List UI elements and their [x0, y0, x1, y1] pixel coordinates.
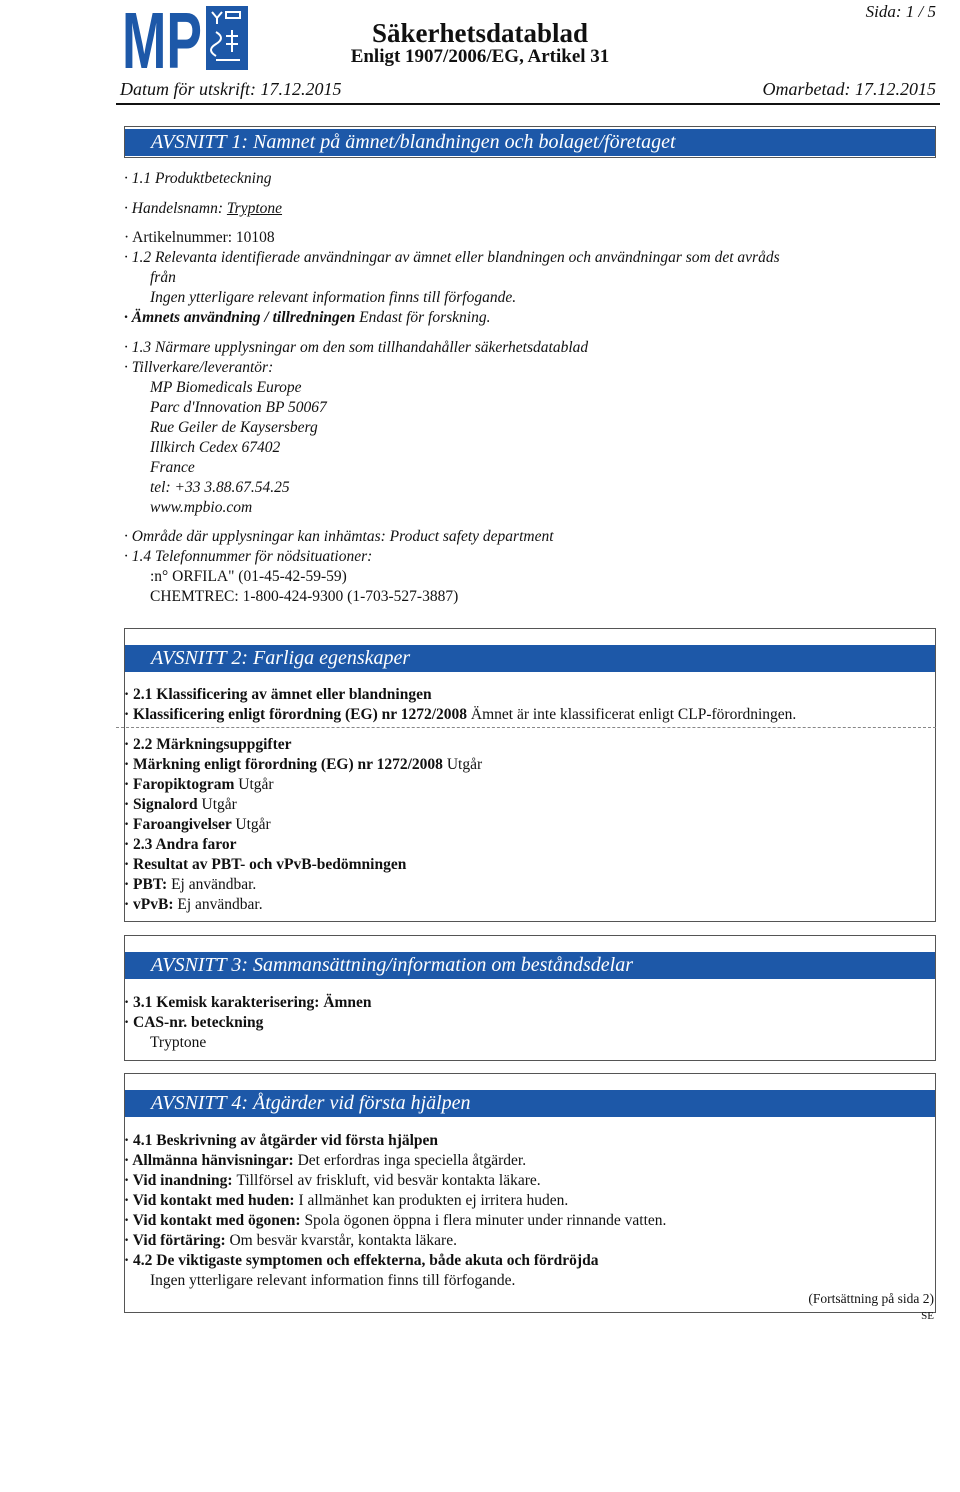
s1-product-identifier: · 1.1 Produktbeteckning	[124, 170, 272, 187]
section-1-header	[124, 126, 936, 158]
address-line: Illkirch Cedex 67402	[150, 439, 281, 456]
document-title: Säkerhetsdatablad	[371, 18, 589, 48]
s4-skin-contact: · Vid kontakt med huden: I allmänhet kan produkten ej irritera huden.	[124, 1192, 569, 1209]
s4-ingestion: · Vid förtäring: Om besvär kvarstår, kontakta läkare.	[124, 1232, 457, 1249]
header-rule	[116, 103, 940, 105]
s2-pbt-result: · Resultat av PBT- och vPvB-bedömningen	[124, 856, 407, 873]
s3-substance: Tryptone	[150, 1034, 207, 1051]
continued-note: (Fortsättning på sida 2)	[808, 1291, 934, 1306]
address-line: Rue Geiler de Kaysersberg	[150, 419, 318, 436]
revised-date: Omarbetad: 17.12.2015	[762, 79, 936, 99]
s1-chemtrec-phone: CHEMTREC: 1-800-424-9300 (1-703-527-3887)	[150, 588, 459, 605]
logo-letters: MP	[122, 2, 202, 74]
section-1-title: AVSNITT 1: Namnet på ämnet/blandningen och bolaget/företaget	[151, 131, 676, 153]
s1-info-department: · Område där upplysningar kan inhämtas: Product safety department	[124, 528, 554, 545]
s1-orfila-phone: :n° ORFILA" (01-45-42-59-59)	[150, 568, 347, 585]
s4-symptoms-heading: · 4.2 De viktigaste symptomen och effekterna, både akuta och fördröjda	[124, 1252, 599, 1269]
section-2-title: AVSNITT 2: Farliga egenskaper	[151, 647, 411, 669]
address-phone: tel: +33 3.88.67.54.25	[150, 479, 290, 496]
section-4-title: AVSNITT 4: Åtgärder vid första hjälpen	[151, 1092, 471, 1114]
s4-inhalation: · Vid inandning: Tillförsel av friskluft, vid besvär kontakta läkare.	[124, 1172, 541, 1189]
address-line: MP Biomedicals Europe	[150, 379, 302, 396]
section-3-title: AVSNITT 3: Sammansättning/information om beståndsdelar	[151, 954, 633, 976]
address-line: Parc d'Innovation BP 50067	[150, 399, 327, 416]
s1-trade-name: · Handelsnamn: Tryptone	[124, 200, 283, 217]
page-number: Sida: 1 / 5	[865, 2, 936, 21]
s2-labelling-heading: · 2.2 Märkningsuppgifter	[124, 736, 292, 753]
print-date: Datum för utskrift: 17.12.2015	[120, 79, 342, 99]
s2-pictograms: · Faropiktogram Utgår	[124, 776, 274, 793]
s1-relevant-uses-cont: från	[150, 269, 176, 286]
s4-general: · Allmänna hänvisningar: Det erfordras inga speciella åtgärder.	[124, 1152, 527, 1169]
s4-eye-contact: · Vid kontakt med ögonen: Spola ögonen öppna i flera minuter under rinnande vatten.	[124, 1212, 667, 1229]
s4-first-aid-heading: · 4.1 Beskrivning av åtgärder vid första hjälpen	[124, 1132, 439, 1149]
s1-manufacturer-label: · Tillverkare/leverantör:	[124, 359, 274, 376]
s3-cas-label: · CAS-nr. beteckning	[124, 1014, 264, 1031]
address-line: France	[150, 459, 195, 476]
s2-labelling: · Märkning enligt förordning (EG) nr 1272/2008 Utgår	[124, 756, 483, 773]
s1-emergency-phone-label: · 1.4 Telefonnummer för nödsituationer:	[124, 548, 373, 565]
trade-name-value: Tryptone	[226, 200, 283, 217]
s3-characterisation: · 3.1 Kemisk karakterisering: Ämnen	[124, 994, 372, 1011]
dashed-divider	[116, 727, 936, 728]
address-website: www.mpbio.com	[150, 499, 253, 516]
s1-no-info: Ingen ytterligare relevant information finns till förfogande.	[150, 289, 517, 306]
s4-no-info: Ingen ytterligare relevant information finns till förfogande.	[150, 1272, 516, 1289]
s1-use: · Ämnets användning / tillredningen Endast för forskning.	[124, 309, 491, 326]
s1-article-number: · Artikelnummer: 10108	[124, 229, 275, 246]
s2-hazard-statements: · Faroangivelser Utgår	[124, 816, 271, 833]
s2-signal-word: · Signalord Utgår	[124, 796, 237, 813]
s2-classification: · Klassificering enligt förordning (EG) nr 1272/2008 Ämnet är inte klassificerat enligt CLP-förordningen.	[124, 706, 797, 723]
s2-classification-heading: · 2.1 Klassificering av ämnet eller blandningen	[124, 686, 432, 703]
s1-supplier-details: · 1.3 Närmare upplysningar om den som tillhandahåller säkerhetsdatablad	[124, 339, 589, 356]
s2-pbt: · PBT: Ej användbar.	[124, 876, 257, 893]
document-subtitle: Enligt 1907/2006/EG, Artikel 31	[350, 46, 610, 67]
s2-vpvb: · vPvB: Ej användbar.	[124, 896, 263, 913]
s1-relevant-uses: · 1.2 Relevanta identifierade användningar av ämnet eller blandningen och användningar som det avråds	[124, 249, 780, 266]
language-code: SE	[921, 1310, 934, 1322]
s2-other-hazards: · 2.3 Andra faror	[124, 836, 237, 853]
